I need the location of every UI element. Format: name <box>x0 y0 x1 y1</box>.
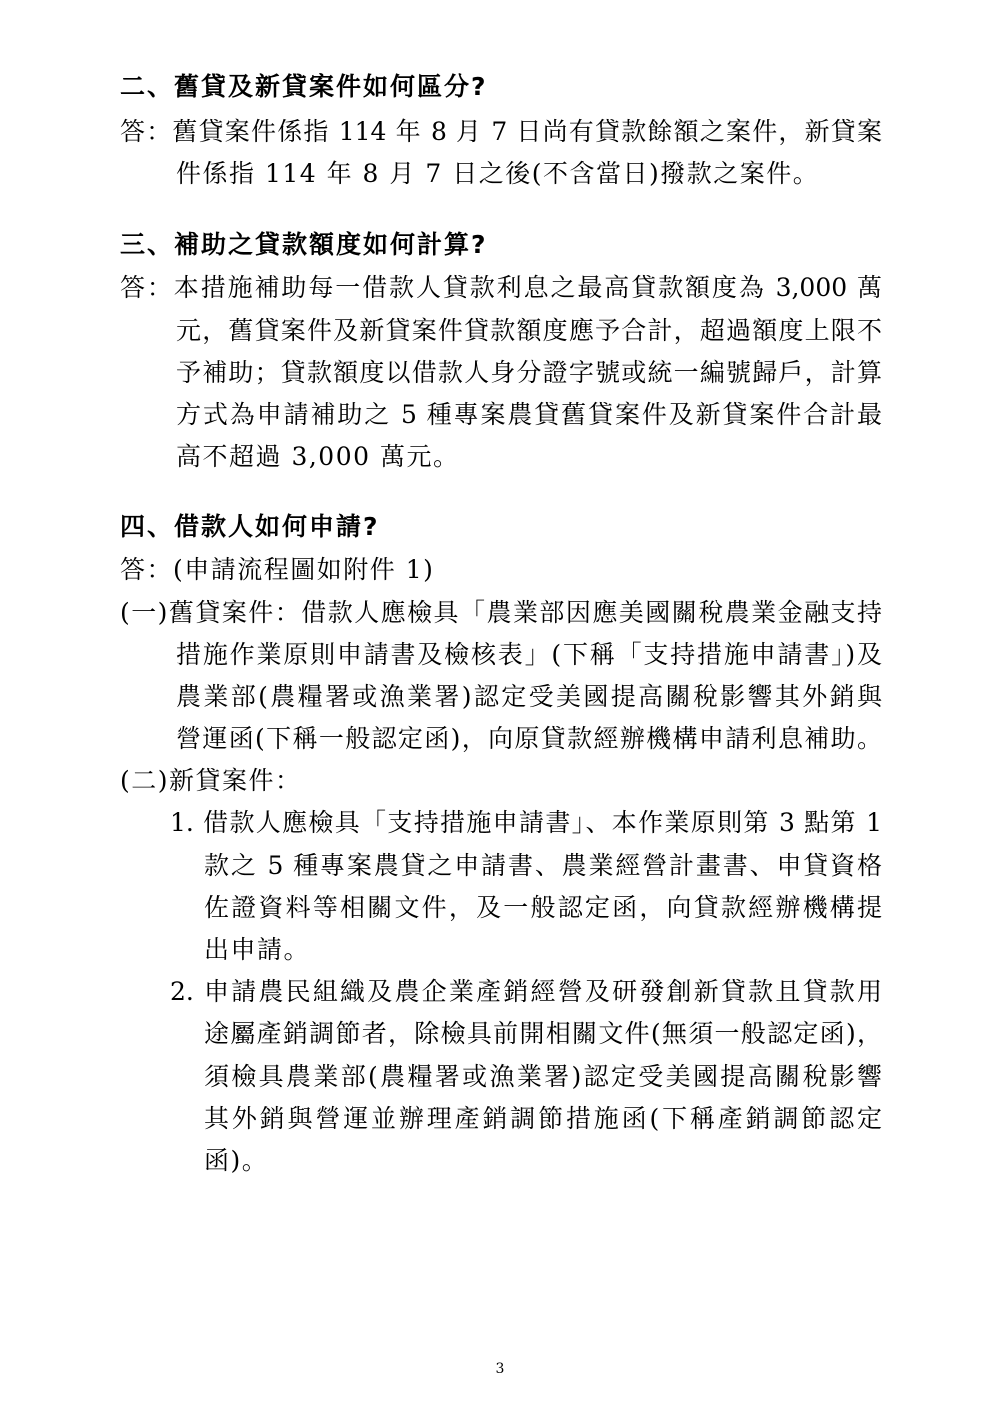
section-heading-2: 二、舊貸及新貸案件如何區分? <box>120 72 488 101</box>
answer-line: 高不超過 3,000 萬元。 <box>176 442 460 471</box>
section-heading-4: 四、借款人如何申請? <box>120 512 380 541</box>
answer-line: 答：(申請流程圖如附件 1) <box>120 555 435 584</box>
sub-item-1-line: 農業部(農糧署或漁業署)認定受美國提高關稅影響其外銷與 <box>176 682 882 711</box>
numbered-item-1-line: 佐證資料等相關文件，及一般認定函，向貸款經辦機構提 <box>204 893 882 922</box>
numbered-item-1-line: 款之 5 種專案農貸之申請書、農業經營計畫書、申貸資格 <box>204 851 882 880</box>
numbered-item-2-line: 其外銷與營運並辦理產銷調節措施函(下稱產銷調節認定 <box>204 1104 882 1133</box>
sub-item-1-line: 營運函(下稱一般認定函)，向原貸款經辦機構申請利息補助。 <box>176 724 882 753</box>
section-heading-3: 三、補助之貸款額度如何計算? <box>120 230 488 259</box>
sub-item-1-line: (一)舊貸案件：借款人應檢具「農業部因應美國關稅農業金融支持 <box>120 598 882 627</box>
answer-line: 答：本措施補助每一借款人貸款利息之最高貸款額度為 3,000 萬 <box>120 273 882 302</box>
answer-line: 元，舊貸案件及新貸案件貸款額度應予合計，超過額度上限不 <box>176 316 882 345</box>
answer-line: 方式為申請補助之 5 種專案農貸舊貸案件及新貸案件合計最 <box>176 400 882 429</box>
page-number: 3 <box>495 1361 505 1377</box>
numbered-item-2-line: 途屬產銷調節者，除檢具前開相關文件(無須一般認定函)， <box>204 1019 882 1048</box>
sub-item-2-line: (二)新貸案件： <box>120 766 302 795</box>
answer-line: 答：舊貸案件係指 114 年 8 月 7 日尚有貸款餘額之案件，新貸案 <box>120 117 882 146</box>
answer-line: 件係指 114 年 8 月 7 日之後(不含當日)撥款之案件。 <box>176 159 820 188</box>
sub-item-1-line: 措施作業原則申請書及檢核表」(下稱「支持措施申請書」)及 <box>176 640 882 669</box>
answer-line: 予補助；貸款額度以借款人身分證字號或統一編號歸戶，計算 <box>176 358 882 387</box>
numbered-item-1-line: 出申請。 <box>204 935 311 964</box>
numbered-item-2-line: 2. 申請農民組織及農企業產銷經營及研發創新貸款且貸款用 <box>170 977 882 1006</box>
numbered-item-2-line: 函)。 <box>204 1146 269 1175</box>
numbered-item-2-line: 須檢具農業部(農糧署或漁業署)認定受美國提高關稅影響 <box>204 1062 882 1091</box>
numbered-item-1-line: 1. 借款人應檢具「支持措施申請書」、本作業原則第 3 點第 1 <box>170 808 882 837</box>
